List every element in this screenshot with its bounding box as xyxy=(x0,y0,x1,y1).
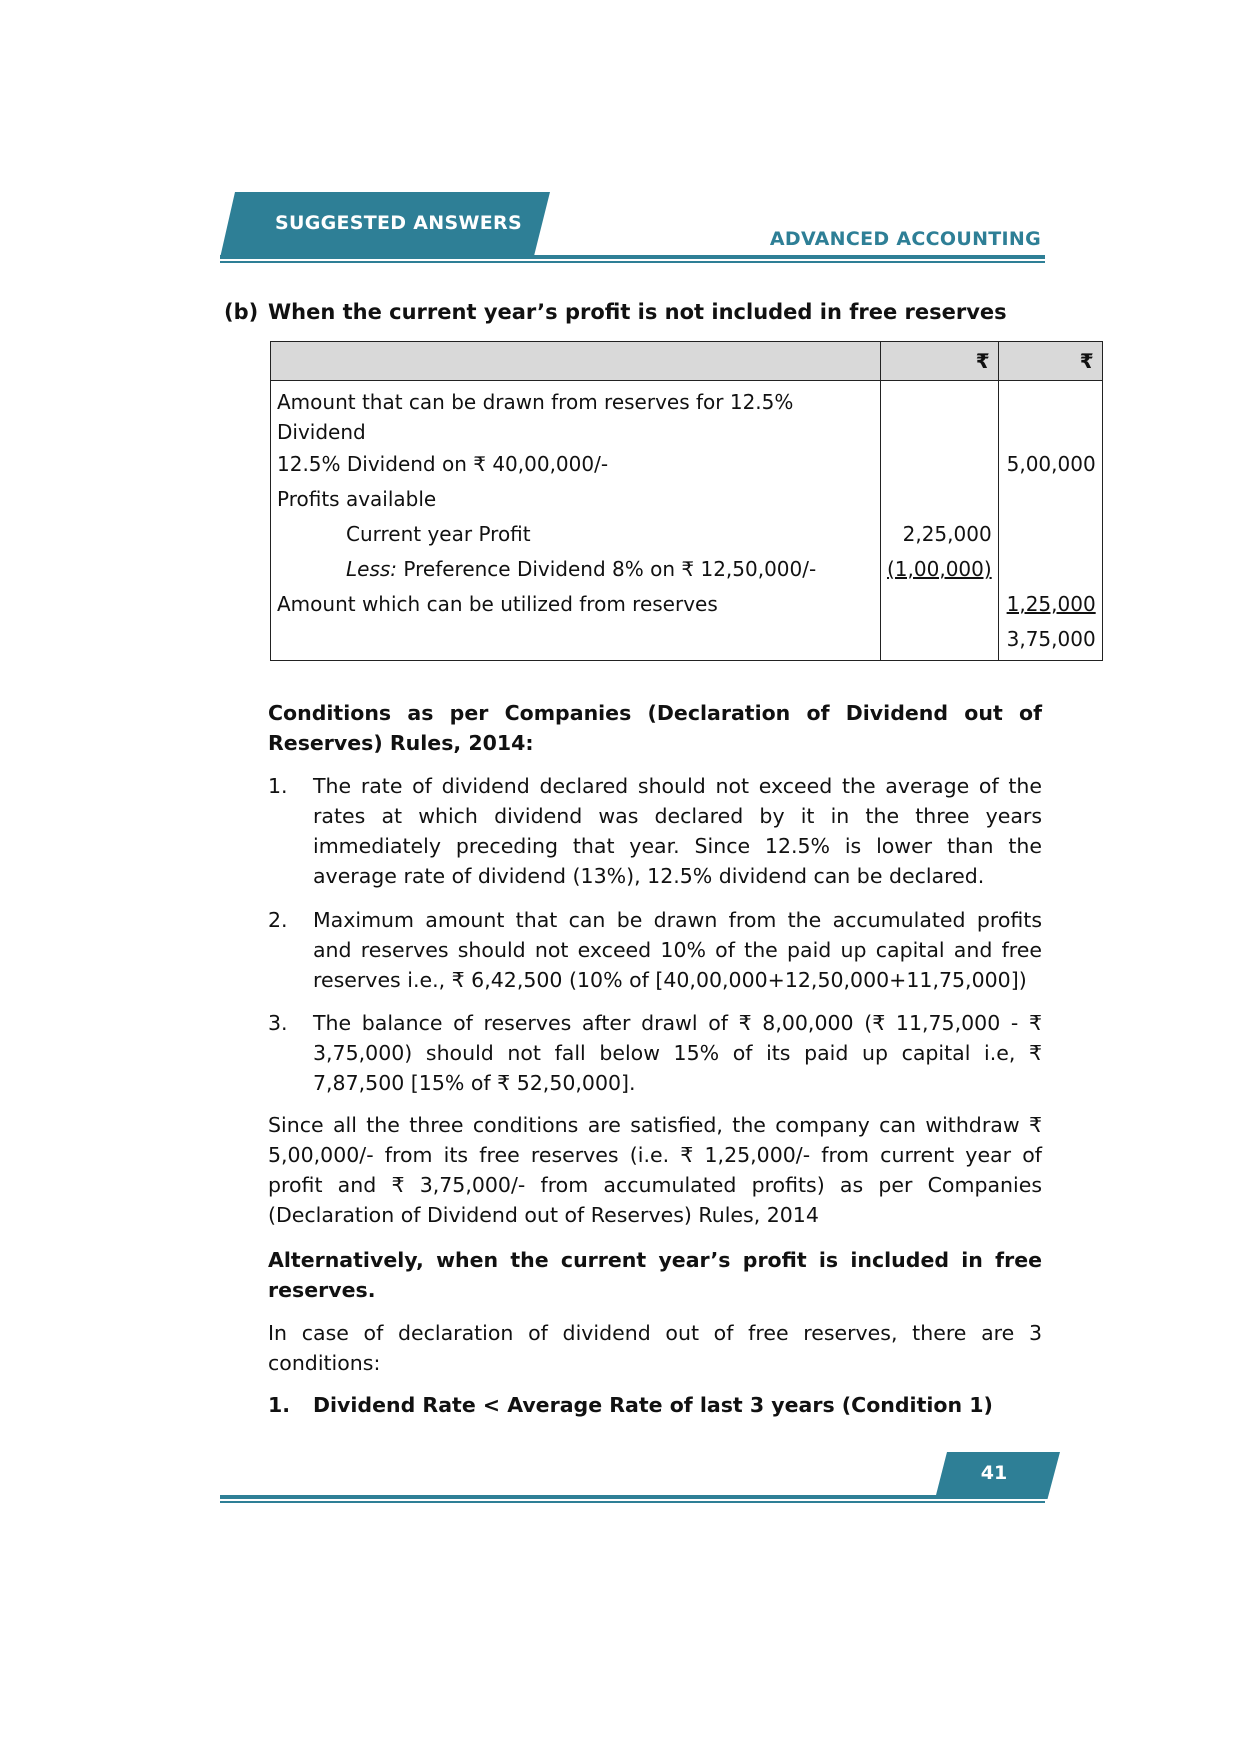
list-text: Maximum amount that can be drawn from the accumulated profits and reserves should not exceed 10% of the paid up capital and free reserves i.e., ₹ 6,42,500 (10% of [40,00,000+12,50,000+11,75,000]) xyxy=(313,908,1042,992)
table-row xyxy=(271,482,1103,517)
table-cell-total xyxy=(998,482,1102,517)
table-cell-amount xyxy=(881,447,999,482)
table-header-row xyxy=(271,342,1103,381)
calculation-table xyxy=(270,341,1103,661)
table-cell-label xyxy=(271,622,881,661)
list-number: 1. xyxy=(268,1393,291,1417)
table-cell-total: 5,00,000 xyxy=(998,447,1102,482)
summary-paragraph: Since all the three conditions are satisfied, the company can withdraw ₹ 5,00,000/- from its free reserves (i.e. ₹ 1,25,000/- from current year of profit and ₹ 3,75,000/- from accumulated profits) as per Companies (Declaration of Dividend out of Reserves) Rules, 2014 xyxy=(268,1113,1042,1227)
list-number: 3. xyxy=(268,1011,288,1035)
table-cell-label: 12.5% Dividend on ₹ 40,00,000/- xyxy=(271,447,881,482)
section-title: When the current year’s profit is not included in free reserves xyxy=(268,300,1007,324)
table-row xyxy=(271,447,1103,482)
table-cell-label: Amount which can be utilized from reserves xyxy=(271,587,881,622)
utilized-amount: 1,25,000 xyxy=(1006,592,1096,616)
table-cell-amount xyxy=(881,381,999,448)
table-cell-amount xyxy=(881,482,999,517)
table-cell-label: Amount that can be drawn from reserves for 12.5% Dividend xyxy=(271,381,881,448)
list-item xyxy=(268,905,1042,995)
table-row xyxy=(271,517,1103,552)
table-header-cell: ₹ xyxy=(881,342,999,381)
header-subject-title: ADVANCED ACCOUNTING xyxy=(769,228,1041,250)
list-text: Dividend Rate < Average Rate of last 3 years (Condition 1) xyxy=(313,1393,993,1417)
header-rule xyxy=(220,255,1045,259)
alternative-condition xyxy=(268,1390,1042,1420)
table-header-cell: ₹ xyxy=(998,342,1102,381)
table-cell-label: Current year Profit xyxy=(271,517,881,552)
less-text: Preference Dividend 8% on ₹ 12,50,000/- xyxy=(403,557,817,581)
section-label: (b) xyxy=(224,300,259,324)
list-item xyxy=(268,1008,1042,1098)
table-cell-amount: 2,25,000 xyxy=(881,517,999,552)
table-row xyxy=(271,587,1103,622)
table-row xyxy=(271,381,1103,448)
section-heading xyxy=(224,300,1007,324)
table-cell-total xyxy=(998,381,1102,448)
footer-rule-thin xyxy=(220,1501,1045,1503)
table-cell-total xyxy=(998,587,1102,622)
table-cell-total xyxy=(998,552,1102,587)
table-cell-amount xyxy=(881,622,999,661)
footer-rule xyxy=(220,1495,1045,1499)
list-number: 1. xyxy=(268,774,288,798)
table-cell-label xyxy=(271,552,881,587)
table-row xyxy=(271,552,1103,587)
less-label: Less: xyxy=(346,557,398,581)
table-cell-label: Profits available xyxy=(271,482,881,517)
alternative-heading: Alternatively, when the current year’s profit is included in free reserves. xyxy=(268,1248,1042,1302)
table-cell-total xyxy=(998,517,1102,552)
table-cell-total: 3,75,000 xyxy=(998,622,1102,661)
list-text: The rate of dividend declared should not exceed the average of the rates at which dividend was declared by it in the three years immediately preceding that year. Since 12.5% is lower than the average rate of dividend (13%), 12.5% dividend can be declared. xyxy=(313,774,1042,888)
header-tab-label: SUGGESTED ANSWERS xyxy=(275,212,522,234)
list-text: The balance of reserves after drawl of ₹ 8,00,000 (₹ 11,75,000 - ₹ 3,75,000) should not fall below 15% of its paid up capital i.e, ₹ 7,87,500 [15% of ₹ 52,50,000]. xyxy=(313,1011,1042,1095)
list-number: 2. xyxy=(268,908,288,932)
header-rule-thin xyxy=(220,261,1045,263)
table-cell-amount xyxy=(881,552,999,587)
table-row xyxy=(271,622,1103,661)
conditions-heading: Conditions as per Companies (Declaration of Dividend out of Reserves) Rules, 2014: xyxy=(268,701,1042,755)
table-header-cell xyxy=(271,342,881,381)
deduction-amount: (1,00,000) xyxy=(887,557,992,581)
table-cell-amount xyxy=(881,587,999,622)
page-number: 41 xyxy=(980,1462,1008,1484)
alternative-intro: In case of declaration of dividend out of free reserves, there are 3 conditions: xyxy=(268,1321,1042,1375)
list-item xyxy=(268,771,1042,891)
